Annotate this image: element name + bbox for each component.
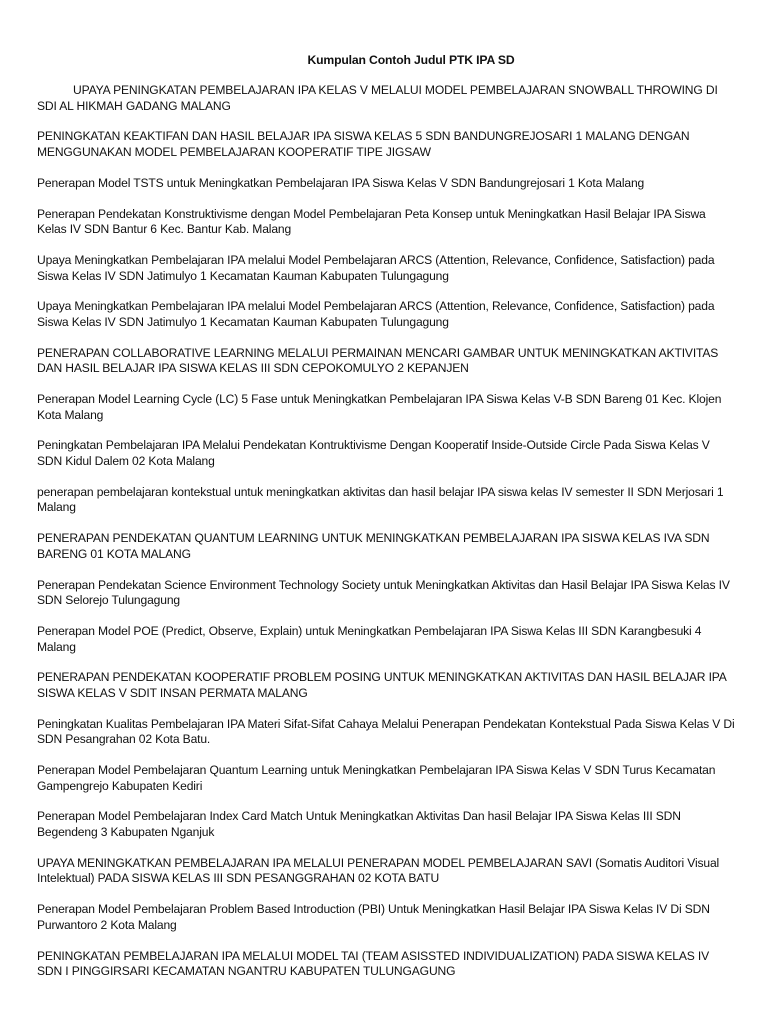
list-item: Upaya Meningkatkan Pembelajaran IPA melalui Model Pembelajaran ARCS (Attention, Relevance, Confidence, Satisfaction) pada Siswa Kelas IV SDN Jatimulyo 1 Kecamatan Kauman Kabupaten Tulungagung <box>37 299 715 329</box>
list-item: UPAYA PENINGKATAN PEMBELAJARAN IPA KELAS V MELALUI MODEL PEMBELAJARAN SNOWBALL THROWING DI SDI AL HIKMAH GADANG MALANG <box>37 83 718 113</box>
list-item: UPAYA MENINGKATKAN PEMBELAJARAN IPA MELALUI PENERAPAN MODEL PEMBELAJARAN SAVI (Somatis Auditori Visual Intelektual) PADA SISWA KELAS III SDN PESANGGRAHAN 02 KOTA BATU <box>37 855 720 886</box>
list-item: Peningkatan Pembelajaran IPA Melalui Pendekatan Kontruktivisme Dengan Kooperatif Inside-Outside Circle Pada Siswa Kelas V SDN Kidul Dalem 02 Kota Malang <box>37 438 710 468</box>
list-item: PENERAPAN PENDEKATAN KOOPERATIF PROBLEM POSING UNTUK MENINGKATKAN AKTIVITAS DAN HASIL BELAJAR IPA SISWA KELAS V SDIT INSAN PERMATA MALANG <box>37 670 727 700</box>
list-item: PENERAPAN COLLABORATIVE LEARNING MELALUI PERMAINAN MENCARI GAMBAR UNTUK MENINGKATKAN AKTIVITAS DAN HASIL BELAJAR IPA SISWA KELAS III SDN CEPOKOMULYO 2 KEPANJEN <box>37 345 719 376</box>
list-item: Penerapan Model Pembelajaran Problem Based Introduction (PBI) Untuk Meningkatkan Hasil Belajar IPA Siswa Kelas IV Di SDN Purwantoro 2 Kota Malang <box>37 902 710 932</box>
list-item: Penerapan Pendekatan Science Environment Technology Society untuk Meningkatkan Aktivitas dan Hasil Belajar IPA Siswa Kelas IV SDN Selorejo Tulungagung <box>37 577 730 608</box>
list-item: Penerapan Model Pembelajaran Index Card Match Untuk Meningkatkan Aktivitas Dan hasil Belajar IPA Siswa Kelas III SDN Begendeng 3 Kabupaten Nganjuk <box>37 809 681 839</box>
list-item: Penerapan Model POE (Predict, Observe, Explain) untuk Meningkatkan Pembelajaran IPA Siswa Kelas III SDN Karangbesuki 4 Malang <box>37 623 702 654</box>
list-item: PENINGKATAN KEAKTIFAN DAN HASIL BELAJAR IPA SISWA KELAS 5 SDN BANDUNGREJOSARI 1 MALANG DENGAN MENGGUNAKAN MODEL PEMBELAJARAN KOOPERATIF TIPE JIGSAW <box>37 129 690 159</box>
list-item: Penerapan Model TSTS untuk Meningkatkan Pembelajaran IPA Siswa Kelas V SDN Bandungrejosari 1 Kota Malang <box>37 175 645 190</box>
list-item: penerapan pembelajaran kontekstual untuk meningkatkan aktivitas dan hasil belajar IPA siswa kelas IV semester II SDN Merjosari 1 Malang <box>37 484 724 515</box>
list-item: Peningkatan Kualitas Pembelajaran IPA Materi Sifat-Sifat Cahaya Melalui Penerapan Pendekatan Kontekstual Pada Siswa Kelas V Di SDN Pesangrahan 02 Kota Batu. <box>37 716 735 747</box>
document-title: Kumpulan Contoh Judul PTK IPA SD <box>307 53 515 67</box>
list-item: Penerapan Model Learning Cycle (LC) 5 Fase untuk Meningkatkan Pembelajaran IPA Siswa Kelas V-B SDN Bareng 01 Kec. Klojen Kota Malang <box>37 392 722 422</box>
list-item: Upaya Meningkatkan Pembelajaran IPA melalui Model Pembelajaran ARCS (Attention, Relevance, Confidence, Satisfaction) pada Siswa Kelas IV SDN Jatimulyo 1 Kecamatan Kauman Kabupaten Tulungagung <box>37 252 715 283</box>
title-list <box>37 83 736 995</box>
list-item: PENERAPAN PENDEKATAN QUANTUM LEARNING UNTUK MENINGKATKAN PEMBELAJARAN IPA SISWA KELAS IVA SDN BARENG 01 KOTA MALANG <box>37 531 710 561</box>
list-item: PENINGKATAN PEMBELAJARAN IPA MELALUI MODEL TAI (TEAM ASISSTED INDIVIDUALIZATION) PADA SISWA KELAS IV SDN I PINGGIRSARI KECAMATAN NGANTRU KABUPATEN TULUNGAGUNG <box>37 948 710 979</box>
list-item: Penerapan Model Pembelajaran Quantum Learning untuk Meningkatkan Pembelajaran IPA Siswa Kelas V SDN Turus Kecamatan Gampengrejo Kabupaten Kediri <box>37 763 716 793</box>
list-item: Penerapan Pendekatan Konstruktivisme dengan Model Pembelajaran Peta Konsep untuk Meningkatkan Hasil Belajar IPA Siswa Kelas IV SDN Bantur 6 Kec. Bantur Kab. Malang <box>37 206 706 237</box>
